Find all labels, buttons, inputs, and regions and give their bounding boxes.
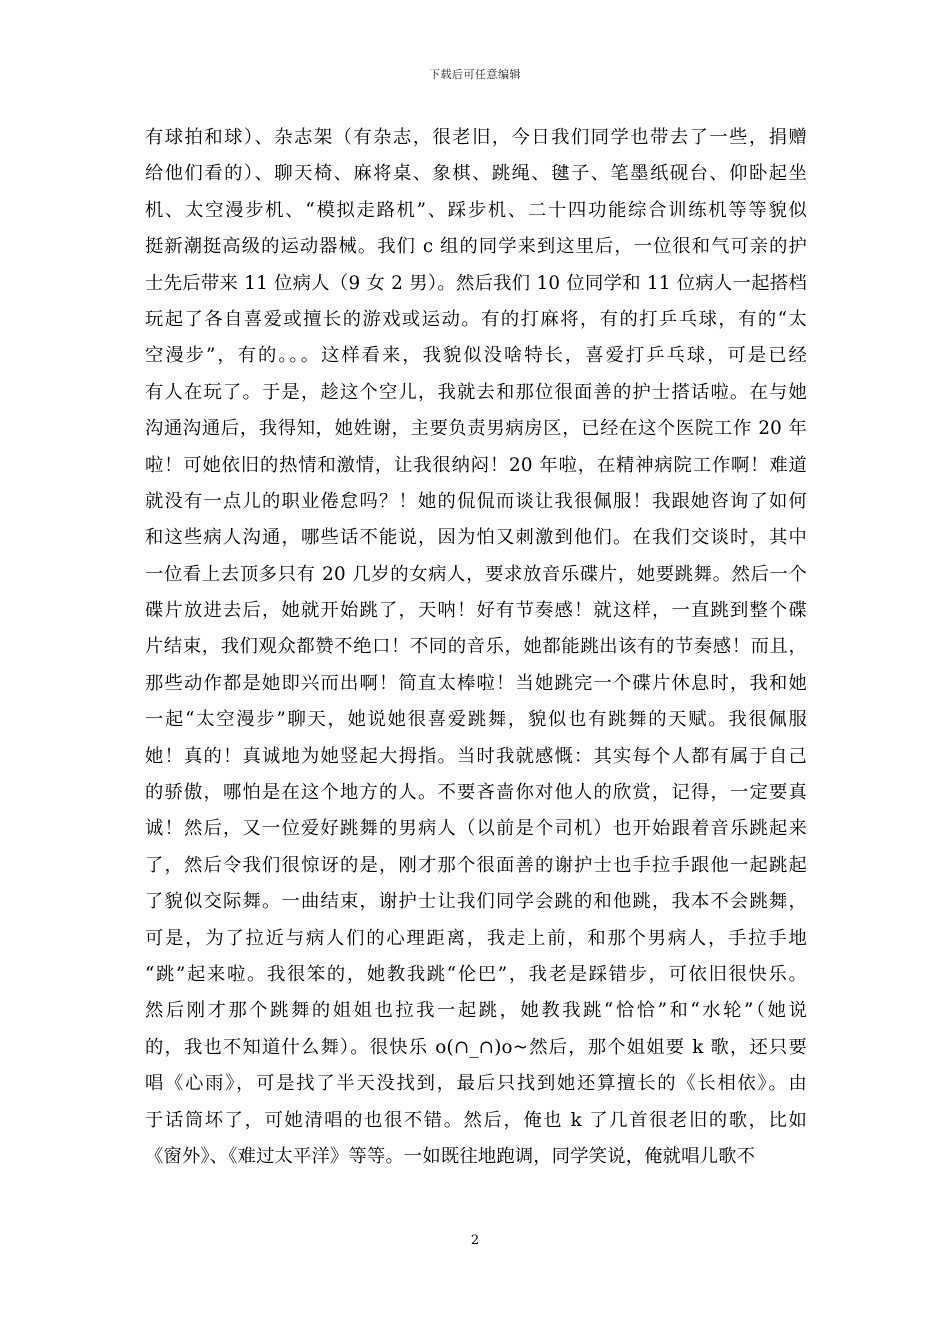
text-line: 片结束，我们观众都赞不绝口！不同的音乐，她都能跳出该有的节奏感！而且， <box>145 636 807 658</box>
text-line: 一位看上去顶多只有 20 几岁的女病人，要求放音乐碟片，她要跳舞。然后一个 <box>145 563 807 585</box>
text-line: 给他们看的）、聊天椅、麻将桌、象棋、跳绳、毽子、笔墨纸砚台、仰卧起坐 <box>145 163 807 185</box>
page-number: 2 <box>470 1233 480 1248</box>
text-line: 有人在玩了。于是，趁这个空儿，我就去和那位很面善的护士搭话啦。在与她 <box>145 381 807 403</box>
text-line: 挺新潮挺高级的运动器械。我们 c 组的同学来到这里后，一位很和气可亲的护 <box>145 236 807 258</box>
text-line: “跳”起来啦。我很笨的，她教我跳“伦巴”，我老是踩错步，可依旧很快乐。 <box>145 963 807 985</box>
text-line: 有球拍和球）、杂志架（有杂志，很老旧，今日我们同学也带去了一些，捐赠 <box>145 127 807 148</box>
text-line: 可是，为了拉近与病人们的心理距离，我走上前，和那个男病人，手拉手地 <box>145 927 807 949</box>
text-line: 的骄傲，哪怕是在这个地方的人。不要吝啬你对他人的欣赏，记得，一定要真 <box>145 782 807 804</box>
text-line: 玩起了各自喜爱或擅长的游戏或运动。有的打麻将，有的打乒乓球，有的“太 <box>145 308 807 330</box>
text-line: 了，然后令我们很惊讶的是，刚才那个很面善的谢护士也手拉手跟他一起跳起 <box>145 854 807 876</box>
text-line: 诚！然后，又一位爱好跳舞的男病人（以前是个司机）也开始跟着音乐跳起来 <box>145 818 807 840</box>
text-line: 就没有一点儿的职业倦怠吗？！她的侃侃而谈让我很佩服！我跟她咨询了如何 <box>145 490 807 512</box>
text-line: 然后刚才那个跳舞的姐姐也拉我一起跳，她教我跳“恰恰”和“水轮”（她说 <box>145 1000 807 1022</box>
text-line: 那些动作都是她即兴而出啊！简直太棒啦！当她跳完一个碟片休息时，我和她 <box>145 672 807 694</box>
text-line: 一起“太空漫步”聊天，她说她很喜爱跳舞，貌似也有跳舞的天赋。我很佩服 <box>145 709 807 731</box>
text-line: 机、太空漫步机、“模拟走路机”、踩步机、二十四功能综合训练机等等貌似 <box>145 199 807 221</box>
text-line: 她！真的！真诚地为她竖起大拇指。当时我就感慨：其实每个人都有属于自己 <box>145 745 807 767</box>
text-line: 碟片放进去后，她就开始跳了，天呐！好有节奏感！就这样，一直跳到整个碟 <box>145 600 807 622</box>
body-text <box>145 120 807 1175</box>
text-line: 士先后带来 11 位病人（9 女 2 男）。然后我们 10 位同学和 11 位病人一起搭档 <box>145 272 807 294</box>
page-header: 下载后可任意编辑 <box>429 68 521 81</box>
text-line: 了貌似交际舞。一曲结束，谢护士让我们同学会跳的和他跳，我本不会跳舞， <box>145 891 807 913</box>
text-line: 和这些病人沟通，哪些话不能说，因为怕又刺激到他们。在我们交谈时，其中 <box>145 527 807 549</box>
text-line: 沟通沟通后，我得知，她姓谢，主要负责男病房区，已经在这个医院工作 20 年 <box>145 418 807 440</box>
text-line: 的，我也不知道什么舞）。很快乐 o(∩_∩)o~然后，那个姐姐要 k 歌，还只要 <box>145 1036 807 1058</box>
text-line: 啦！可她依旧的热情和激情，让我很纳闷！20 年啦，在精神病院工作啊！难道 <box>145 454 807 476</box>
text-line: 空漫步”，有的。。。这样看来，我貌似没啥特长，喜爱打乒乓球，可是已经 <box>145 345 807 367</box>
text-line: 唱《心雨》，可是找了半天没找到，最后只找到她还算擅长的《长相依》。由 <box>145 1073 807 1095</box>
text-line: 于话筒坏了，可她清唱的也很不错。然后，俺也 k 了几首很老旧的歌，比如 <box>145 1109 807 1131</box>
text-line: 《窗外》、《难过太平洋》等等。一如既往地跑调，同学笑说，俺就唱儿歌不 <box>145 1145 756 1167</box>
